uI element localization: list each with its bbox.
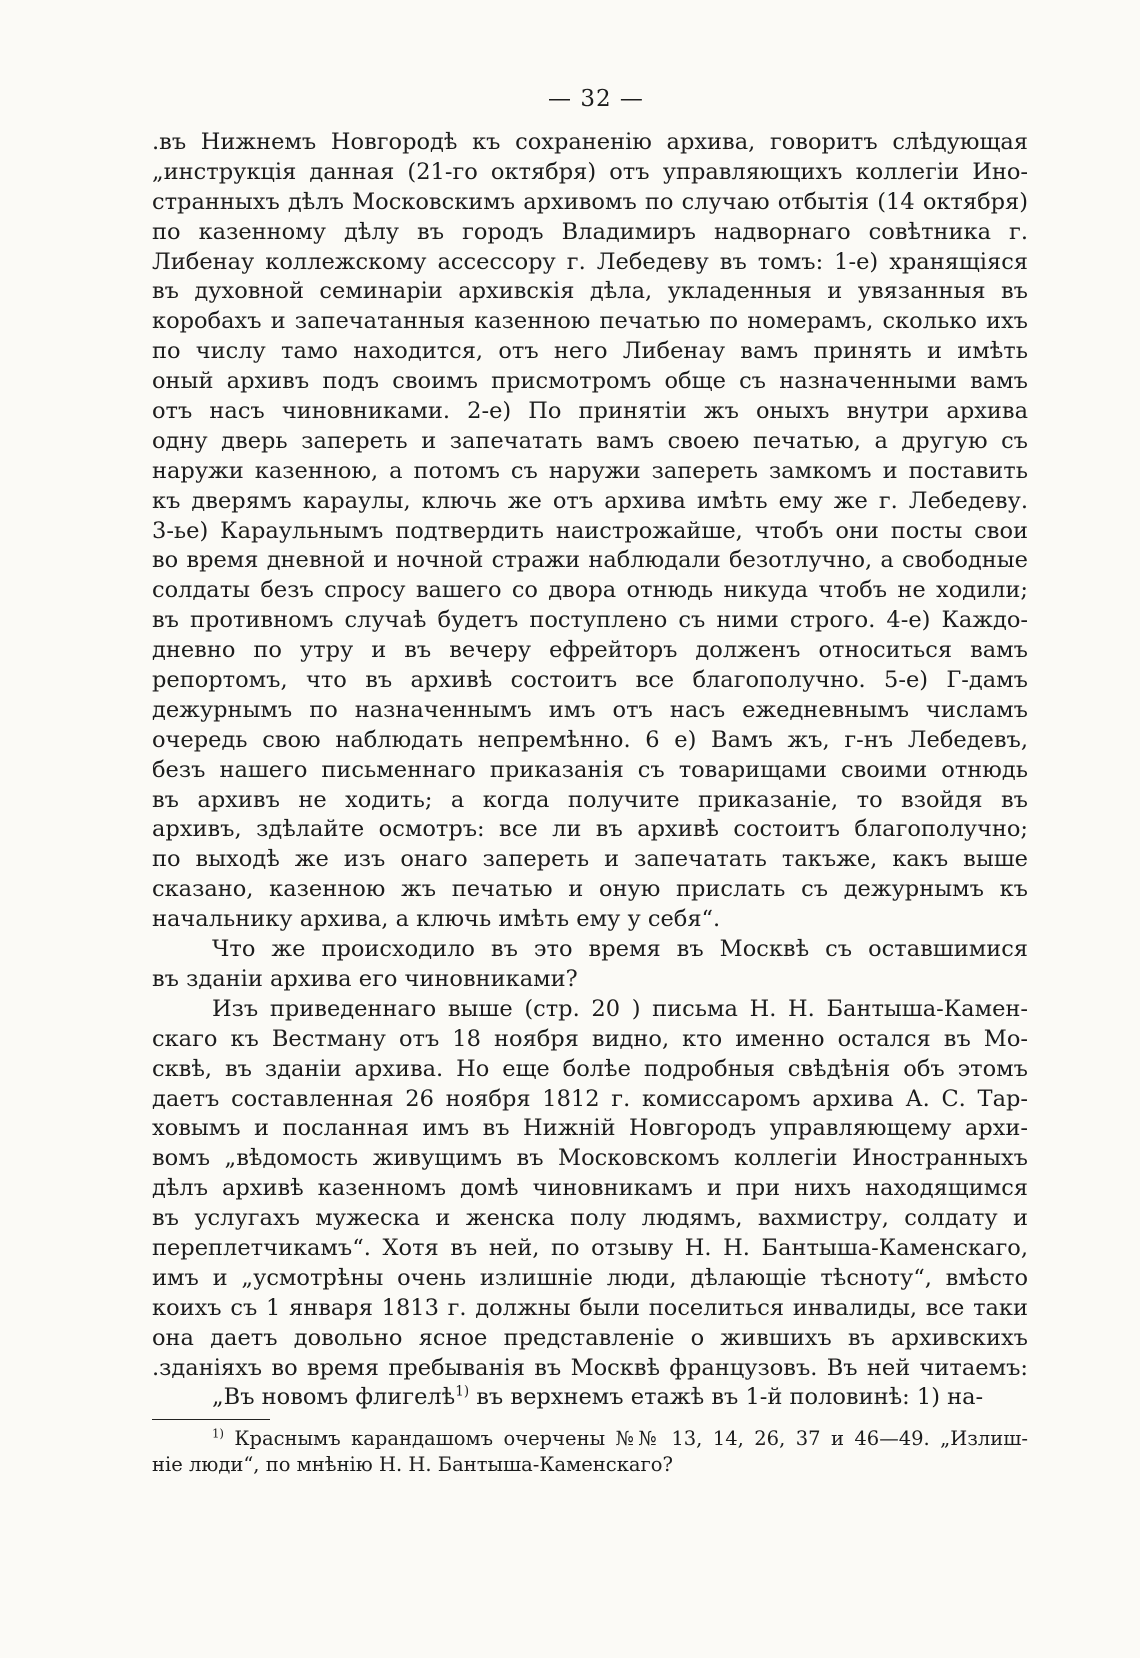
text-line: въ противномъ случаѣ будетъ поступлено съ ними строго. 4-е) Каждо- [152,607,1028,634]
text-line: солдаты безъ спросу вашего со двора отнюдь никуда чтобъ не ходили; [152,577,1028,604]
body-text [152,128,1028,1383]
text-line: коихъ съ 1 января 1813 г. должны были поселиться инвалиды, все таки [152,1294,1028,1321]
text-line: вомъ „вѣдомость живущимъ въ Московскомъ коллегіи Иностранныхъ [152,1145,1028,1172]
text-line: скаго къ Вестману отъ 18 ноября видно, кто именно остался въ Мо- [152,1025,1028,1052]
text-line: наружи казенною, а потомъ съ наружи запереть замкомъ и поставить [152,457,1028,484]
text-line: въ духовной семинаріи архивскія дѣла, укладенныя и увязанныя въ [152,278,1028,305]
text-line: .зданіяхъ во время пребыванія въ Москвѣ французовъ. Въ ней читаемъ: [152,1354,1028,1381]
text-line: въ услугахъ мужеска и женска полу людямъ, вахмистру, солдату и [152,1205,1028,1232]
text-line: въ зданіи архива его чиновниками? [152,965,578,992]
text-line: по выходѣ же изъ онаго запереть и запечатать такъже, какъ выше [152,846,1028,873]
text-line: дежурнымъ по назначеннымъ имъ отъ насъ ежедневнымъ числамъ [152,696,1028,723]
text-line: по казенному дѣлу въ городъ Владимиръ надворнаго совѣтника г. [152,218,1028,245]
text-line: имъ и „усмотрѣны очень излишніе люди, дѣлающіе тѣсноту“, вмѣсто [152,1264,1028,1291]
page-number: — 32 — [548,86,644,112]
text-line: начальнику архива, а ключь имѣть ему у себя“. [152,906,721,933]
text-line: по числу тамо находится, отъ него Либенау вамъ принять и имѣть [152,338,1028,365]
footnote-text-1: Краснымъ карандашомъ очерчены №№ 13, 14, 26, 37 и 46—49. „Излиш- [224,1427,1028,1451]
text-line: „инструкція данная (21-го октября) отъ управляющихъ коллегіи Ино- [152,158,1028,185]
final-line-end: въ верхнемъ етажѣ въ 1-й половинѣ: 1) на- [469,1384,984,1411]
text-line: во время дневной и ночной стражи наблюдали безотлучно, а свободные [152,547,1028,574]
final-line-start: „Въ новомъ флигелѣ [212,1384,456,1411]
footnote-line-1 [152,1426,1028,1452]
text-line: странныхъ дѣлъ Московскимъ архивомъ по случаю отбытія (14 октября) [152,188,1028,215]
footnote-line-2: ніе люди“, по мнѣнію Н. Н. Бантыша-Каменскаго? [152,1453,673,1477]
text-line: безъ нашего письменнаго приказанія съ товарищами своими отнюдь [152,756,1028,783]
text-line: дневно по утру и въ вечеру ефрейторъ долженъ относиться вамъ [152,637,1028,664]
footnote-marker: 1) [212,1426,224,1441]
text-line: Либенау коллежскому ассессору г. Лебедеву въ томъ: 1-е) хранящіяся [152,248,1028,275]
text-line: Изъ приведеннаго выше (стр. 20 ) письма Н. Н. Бантыша-Камен- [212,995,1028,1022]
text-line: репортомъ, что въ архивѣ состоитъ все благополучно. 5-е) Г-дамъ [152,667,1028,694]
text-line: одну дверь запереть и запечатать вамъ своею печатью, а другую съ [152,427,1028,454]
text-line: отъ насъ чиновниками. 2-е) По принятіи жъ оныхъ внутри архива [152,398,1028,425]
text-line: ховымъ и посланная имъ въ Нижній Новгородъ управляющему архи- [152,1115,1028,1142]
text-line-final [152,1383,1028,1413]
text-line: Что же происходило въ это время въ Москвѣ съ оставшимися [212,936,1028,963]
text-line: въ архивъ не ходить; а когда получите приказаніе, то взойдя въ [152,786,1028,813]
text-line: переплетчикамъ“. Хотя въ ней, по отзыву Н. Н. Бантыша-Каменскаго, [152,1234,1028,1261]
text-line: дѣлъ архивѣ казенномъ домѣ чиновникамъ и при нихъ находящимся [152,1175,1028,1202]
text-line: архивъ, здѣлайте осмотръ: все ли въ архивѣ состоитъ благополучно; [152,816,1028,843]
footnote-reference: 1) [455,1383,470,1400]
text-line: оный архивъ подъ своимъ присмотромъ обще съ назначенными вамъ [152,368,1028,395]
text-line: сказано, казенною жъ печатью и оную прислать съ дежурнымъ къ [152,876,1028,903]
text-line: даетъ составленная 26 ноября 1812 г. комиссаромъ архива А. С. Тар- [152,1085,1028,1112]
text-line: коробахъ и запечатанныя казенною печатью по номерамъ, сколько ихъ [152,308,1028,335]
text-line: .въ Нижнемъ Новгородѣ къ сохраненію архива, говоритъ слѣдующая [152,129,1028,155]
page-content [152,82,1028,1478]
text-line: она даетъ довольно ясное представленіе о жившихъ въ архивскихъ [152,1324,1028,1351]
text-line: къ дверямъ караулы, ключь же отъ архива имѣть ему же г. Лебедеву. [152,487,1028,514]
text-line: очередь свою наблюдать непремѣнно. 6 е) Вамъ жъ, г-нъ Лебедевъ, [152,726,1028,753]
text-line: 3-ье) Караульнымъ подтвердить наистрожайше, чтобъ они посты свои [152,517,1028,544]
text-line: сквѣ, въ зданіи архива. Но еще болѣе подробныя свѣдѣнія объ этомъ [152,1055,1028,1082]
footnote-divider [152,1419,270,1420]
